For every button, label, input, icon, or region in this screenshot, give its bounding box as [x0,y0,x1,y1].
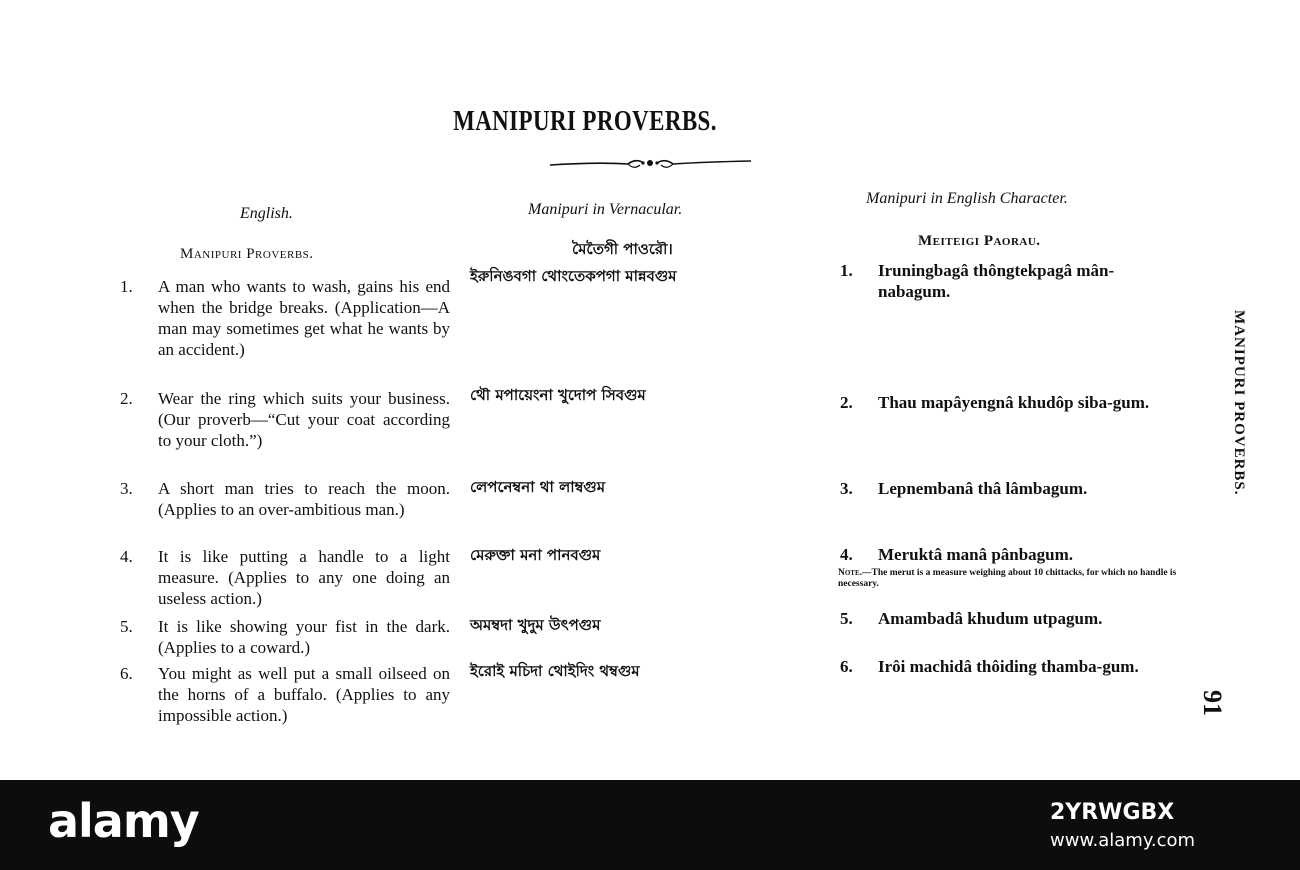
image-id: 2YRWGBX [1050,800,1175,825]
vernacular-subheading: মৈতৈগী পাওরৌ। [572,240,673,258]
romanized-proverb-2 [840,392,1170,413]
vernacular-column-heading: Manipuri in Vernacular. [528,201,683,218]
romanized-subheading: Meiteigi Paorau. [918,233,1041,249]
proverb-number: 3. [840,479,853,498]
footnote-label: Note. [838,568,863,578]
proverb-text: It is like showing your fist in the dark. (Applies to a coward.) [158,617,450,657]
english-proverb-5 [120,616,450,658]
proverb-text: Lepnembanâ thâ lâmbagum. [878,479,1088,498]
romanized-proverb-1 [840,260,1170,302]
proverb-number: 1. [840,261,853,280]
vernacular-proverb-5: অমম্বদা খুদুম উৎপগুম [470,616,601,634]
english-proverb-2 [120,388,450,451]
ornament-divider-icon [548,152,753,174]
proverb-text: You might as well put a small oilseed on the horns of a buffalo. (Applies to any impossible action.) [158,664,450,725]
proverb-text: It is like putting a handle to a light measure. (Applies to any one doing an useless action.) [158,547,450,608]
english-proverb-3 [120,478,450,520]
page-number: 91 [1198,690,1227,716]
romanized-proverb-6 [840,656,1170,677]
proverb-number: 3. [120,479,133,498]
site-url: www.alamy.com [1050,830,1196,851]
romanized-column-heading: Manipuri in English Character. [866,190,1068,207]
proverb-text: A short man tries to reach the moon. (Applies to an over-ambitious man.) [158,479,450,519]
romanized-proverb-3 [840,478,1170,499]
romanized-proverb-4 [840,544,1170,565]
alamy-logo: alamy [48,794,199,848]
running-head-vertical: MANIPURI PROVERBS. [1231,310,1247,496]
proverb-number: 5. [840,609,853,628]
proverb-number: 4. [120,547,133,566]
english-proverb-1 [120,276,450,360]
proverb-number: 5. [120,617,133,636]
english-proverb-6 [120,663,450,726]
proverb-number: 2. [120,389,133,408]
proverb-text: Thau mapâyengnâ khudôp siba-gum. [878,393,1150,412]
english-column-heading: English. [240,205,293,222]
proverb-text: Meruktâ manâ pânbagum. [878,545,1074,564]
proverb-text: Irôi machidâ thôiding thamba-gum. [878,657,1139,676]
page-title: MANIPURI PROVERBS. [453,106,717,137]
proverb-number: 4. [840,545,853,564]
vernacular-proverb-6: ইরোই মচিদা থোইদিং থম্বগুম [470,662,640,680]
english-subheading: Manipuri Proverbs. [180,246,314,262]
vernacular-proverb-4: মেরুক্তা মনা পানবগুম [470,546,601,564]
proverb-number: 6. [840,657,853,676]
proverb-text: Amambadâ khudum utpagum. [878,609,1103,628]
footnote [838,568,1183,590]
proverb-text: A man who wants to wash, gains his end when the bridge breaks. (Application—A man may sometimes get what he wants by an accident.) [158,277,450,359]
proverb-number: 6. [120,664,133,683]
proverb-number: 2. [840,393,853,412]
footnote-text: —The merut is a measure weighing about 10 chittacks, for which no handle is necessary. [838,568,1177,589]
vernacular-proverb-2: থৌ মপায়েংনা খুদোপ সিবগুম [470,386,646,404]
proverb-number: 1. [120,277,133,296]
proverb-text: Wear the ring which suits your business. (Our proverb—“Cut your coat according to your cloth.”) [158,389,450,450]
english-proverb-4 [120,546,450,609]
romanized-proverb-5 [840,608,1170,629]
vernacular-proverb-3: লেপনেম্বনা থা লাম্বগুম [470,478,606,496]
vernacular-proverb-1: ইরুনিঙবগা থোংতেকপগা মান্নবগুম [470,267,677,285]
proverb-text: Iruningbagâ thôngtekpagâ mân-nabagum. [878,261,1115,301]
watermark-banner [0,780,1300,870]
